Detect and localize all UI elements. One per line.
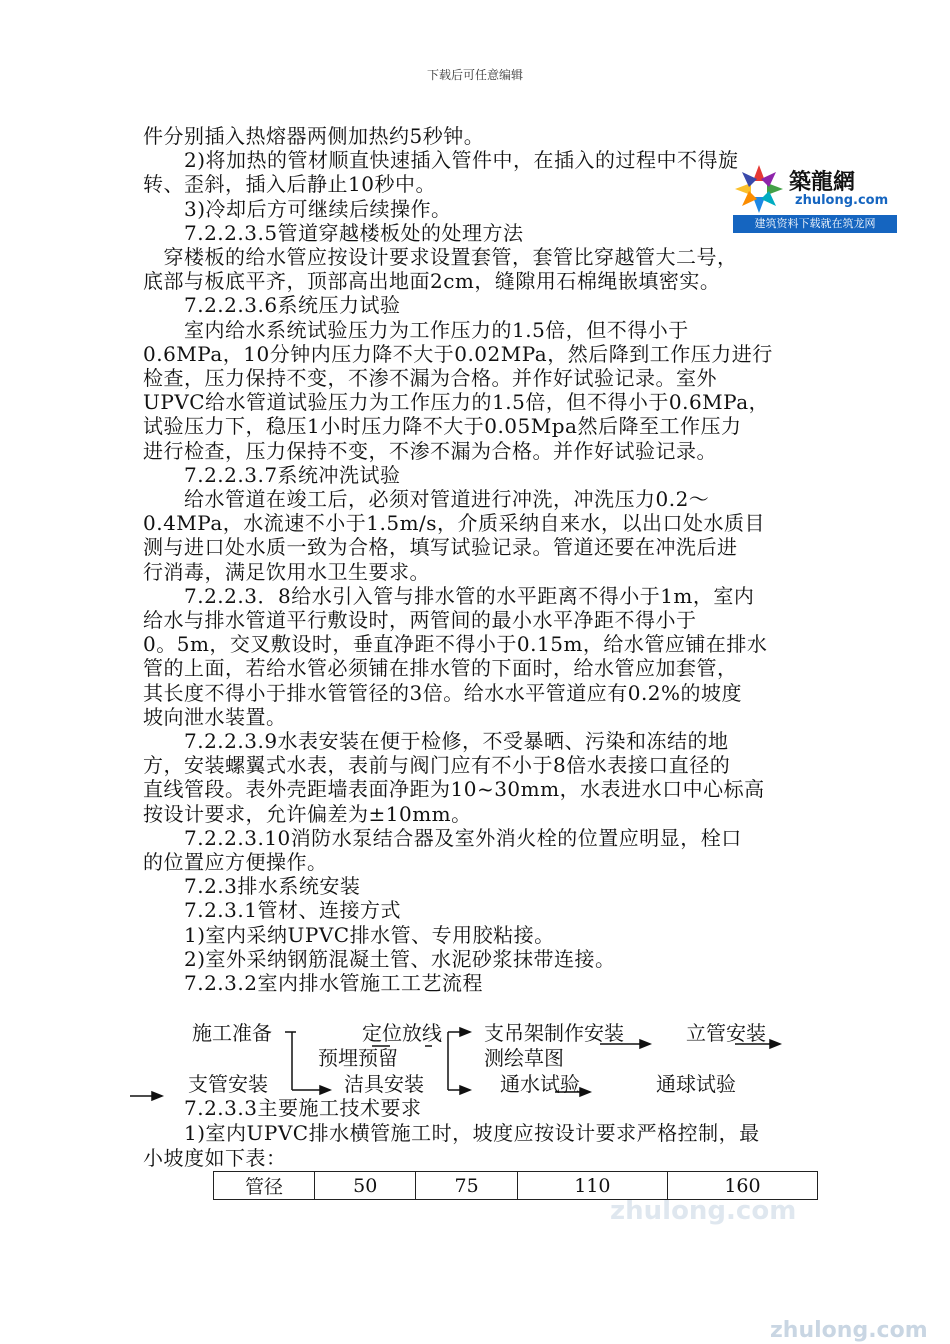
pipe-diameter-table [213,1171,818,1200]
flow-node-bracket: 支吊架制作安装 [484,1021,624,1045]
logo-slogan: 建筑资料下载就在筑龙网 [733,215,897,233]
text-line: 小坡度如下表： [143,1146,287,1170]
text-line: 其长度不得小于排水管管径的3倍。给水水平管道应有0.2%的坡度 [143,680,743,705]
text-line: 行消毒，满足饮用水卫生要求。 [143,559,430,584]
watermark-footer: zhulong.com [770,1318,928,1343]
text-line: 7.2.2.3.5管道穿越楼板处的处理方法 [143,220,524,245]
flow-node-positioning: 定位放线 [362,1021,442,1045]
text-line: 1)室内UPVC排水横管施工时，坡度应按设计要求严格控制，最 [143,1121,760,1145]
text-line: 检查，压力保持不变，不渗不漏为合格。并作好试验记录。室外 [143,366,717,390]
text-line: 1)室内采纳UPVC排水管、专用胶粘接。 [143,922,555,947]
text-line: 室内给水系统试验压力为工作压力的1.5倍，但不得小于 [143,317,689,342]
flow-node-ball-test: 通球试验 [656,1072,736,1096]
text-line: 7.2.2.3．8给水引入管与排水管的水平距离不得小于1m，室内 [143,583,755,608]
text-line: 的位置应方便操作。 [143,850,328,874]
table-cell: 160 [667,1172,817,1200]
text-line: 7.2.3.2室内排水管施工工艺流程 [143,971,483,995]
table-row [214,1172,818,1200]
text-line: 穿楼板的给水管应按设计要求设置套管，套管比穿越管大二号， [143,245,738,269]
text-line: 进行检查，压力保持不变，不渗不漏为合格。并作好试验记录。 [143,438,717,463]
snowflake-logo-icon [733,163,785,215]
flow-node-fixture: 洁具安装 [344,1072,424,1096]
text-line: 底部与板底平齐，顶部高出地面2cm，缝隙用石棉绳嵌填密实。 [143,269,721,294]
text-line: 方，安装螺翼式水表，表前与阀门应有不小于8倍水表接口直径的 [143,753,731,778]
logo-brand-en: zhulong.com [795,193,889,208]
flowchart-arrows [0,1018,950,1108]
text-line: 2)室外采纳钢筋混凝土管、水泥砂浆抹带连接。 [143,946,616,971]
text-line: 给水管道在竣工后，必须对管道进行冲洗，冲洗压力0.2～ [143,487,710,511]
text-line: 7.2.2.3.9水表安装在便于检修，不受暴晒、污染和冻结的地 [143,729,729,753]
text-line: 件分别插入热熔器两侧加热约5秒钟。 [143,124,485,148]
text-line: 直线管段。表外壳距墙表面净距为10~30mm，水表进水口中心标高 [143,777,765,802]
text-line: 0。5m，交叉敷设时，垂直净距不得小于0.15m，给水管应铺在排水 [143,632,768,657]
text-line: 测与进口处水质一致为合格，填写试验记录。管道还要在冲洗后进 [143,535,738,560]
table-header-cell: 管径 [214,1172,315,1200]
logo-brand-cn: 築龍網 [789,170,856,195]
text-line: 7.2.2.3.6系统压力试验 [143,293,401,318]
text-line: 试验压力下，稳压1小时压力降不大于0.05Mpa然后降至工作压力 [143,414,742,439]
watermark: zhulong.com [610,1196,797,1226]
table-cell: 75 [416,1172,517,1200]
flow-node-riser: 立管安装 [686,1021,766,1045]
text-line: 按设计要求，允许偏差为±10mm。 [143,801,472,826]
text-line: 给水与排水管道平行敷设时，两管间的最小水平净距不得小于 [143,608,697,632]
table-cell: 50 [315,1172,416,1200]
text-line: 3)冷却后方可继续后续操作。 [143,196,452,221]
text-line: 7.2.3排水系统安装 [143,874,361,899]
text-line: 转、歪斜，插入后静止10秒中。 [143,172,436,197]
text-line: 7.2.3.3主要施工技术要求 [143,1096,422,1120]
zhulong-logo [733,163,897,233]
page-header: 下载后可任意编辑 [426,68,523,82]
flow-node-prepare: 施工准备 [192,1021,272,1045]
flow-node-water-test: 通水试验 [500,1072,580,1096]
text-line: 2)将加热的管材顺直快速插入管件中，在插入的过程中不得旋 [143,148,739,173]
text-line: UPVC给水管道试验压力为工作压力的1.5倍，但不得小于0.6MPa， [143,390,770,415]
text-line: 管的上面，若给水管必须铺在排水管的下面时，给水管应加套管， [143,656,738,681]
text-line: 7.2.3.1管材、连接方式 [143,898,401,923]
text-line: 0.4MPa，水流速不小于1.5m/s，介质采纳自来水，以出口处水质目 [143,511,766,536]
flow-node-embed: 预埋预留 [318,1046,398,1070]
flow-node-branch: 支管安装 [188,1072,268,1096]
text-line: 坡向泄水装置。 [143,704,287,729]
text-line: 7.2.2.3.7系统冲洗试验 [143,462,401,487]
text-line: 7.2.2.3.10消防水泵结合器及室外消火栓的位置应明显，栓口 [143,825,742,850]
flow-node-survey: 测绘草图 [484,1046,564,1070]
table-cell: 110 [517,1172,667,1200]
text-line: 0.6MPa，10分钟内压力降不大于0.02MPa，然后降到工作压力进行 [143,341,773,366]
